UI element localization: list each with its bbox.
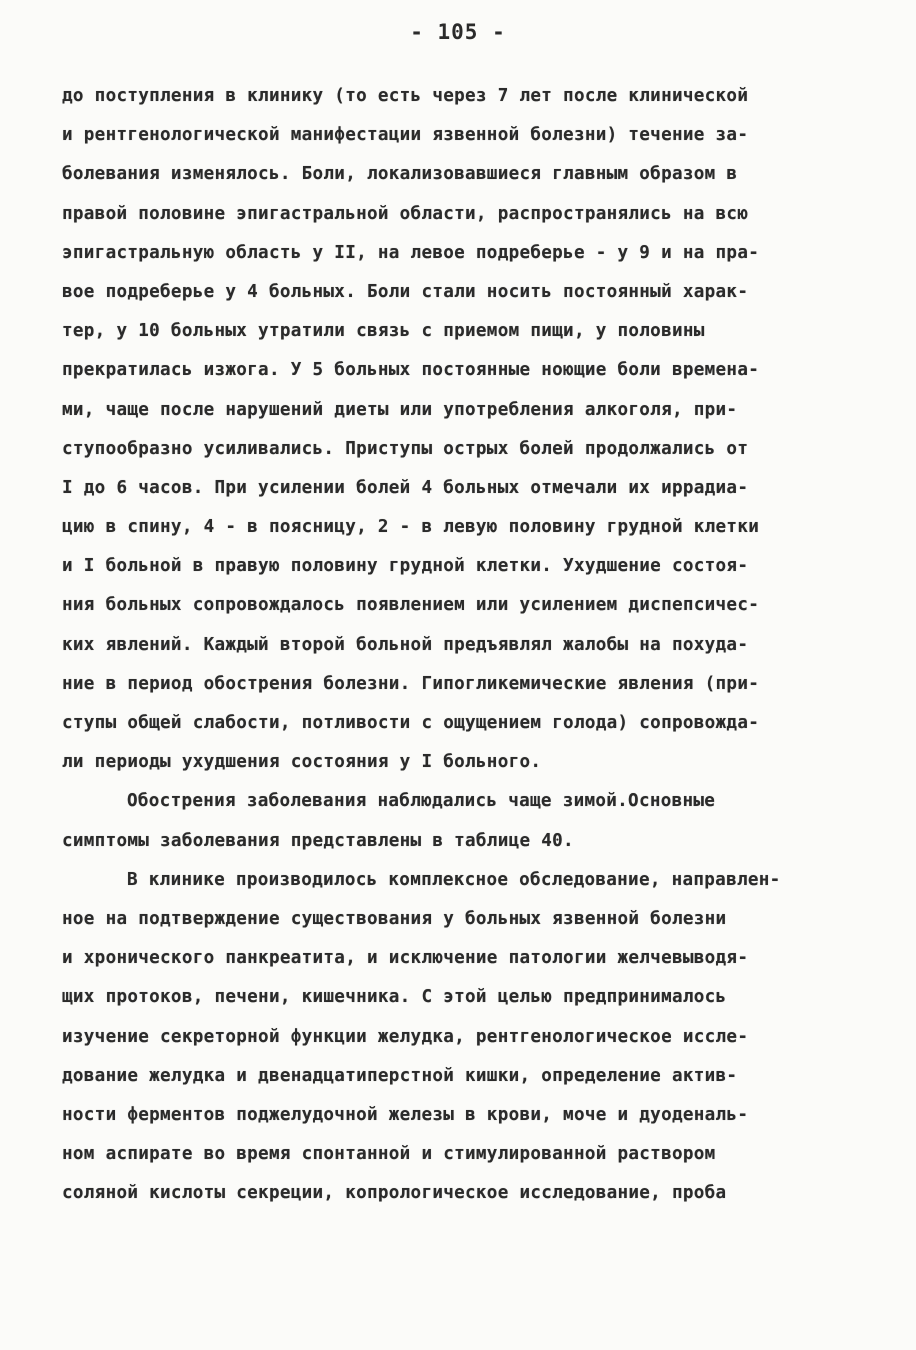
- text-line: и хронического панкреатита, и исключение патологии желчевыводя-: [62, 948, 749, 969]
- text-line: ние в период обострения болезни. Гипогликемические явления (при-: [62, 673, 760, 694]
- text-line: прекратилась изжога. У 5 больных постоянные ноющие боли времена-: [62, 360, 760, 381]
- text-line: ности ферментов поджелудочной железы в крови, моче и дуоденаль-: [62, 1104, 749, 1125]
- text-line: ступы общей слабости, потливости с ощущением голода) сопровожда-: [62, 713, 760, 733]
- text-line: Обострения заболевания наблюдались чаще зимой.Основные: [127, 791, 716, 812]
- text-line: соляной кислоты секреции, копрологическое исследование, проба: [62, 1183, 727, 1204]
- page-number: - 105 -: [410, 20, 506, 44]
- text-line: эпигастральную область у II, на левое подреберье - у 9 и на пра-: [62, 242, 760, 263]
- text-line: изучение секреторной функции желудка, рентгенологическое иссле-: [62, 1026, 749, 1047]
- text-line: В клинике производилось комплексное обследование, направлен-: [127, 869, 781, 890]
- text-line: ми, чаще после нарушений диеты или употребления алкоголя, при-: [62, 399, 738, 420]
- text-line: ли периоды ухудшения состояния у I больного.: [62, 752, 542, 773]
- text-line: правой половине эпигастральной области, распространялись на всю: [62, 203, 749, 224]
- text-line: болевания изменялось. Боли, локализовавшиеся главным образом в: [62, 164, 738, 185]
- text-line: I до 6 часов. При усилении болей 4 больных отмечали их иррадиа-: [62, 477, 749, 498]
- text-line: ния больных сопровождалось появлением или усилением диспепсичес-: [62, 595, 760, 616]
- text-line: тер, у 10 больных утратили связь с приемом пищи, у половины: [62, 321, 705, 342]
- text-line: цию в спину, 4 - в поясницу, 2 - в левую половину грудной клетки: [62, 517, 760, 538]
- text-line: ступообразно усиливались. Приступы острых болей продолжались от: [62, 438, 749, 459]
- text-line: вое подреберье у 4 больных. Боли стали носить постоянный харак-: [62, 281, 749, 302]
- text-line: дование желудка и двенадцатиперстной кишки, определение актив-: [62, 1065, 738, 1086]
- text-line: ном аспирате во время спонтанной и стимулированной раствором: [62, 1144, 716, 1165]
- text-line: симптомы заболевания представлены в таблице 40.: [62, 830, 574, 851]
- body-text: [62, 82, 862, 1218]
- text-line: ких явлений. Каждый второй больной предъявлял жалобы на похуда-: [62, 634, 749, 655]
- text-line: до поступления в клинику (то есть через 7 лет после клинической: [62, 86, 749, 106]
- text-line: щих протоков, печени, кишечника. С этой целью предпринималось: [62, 987, 727, 1008]
- text-line: и рентгенологической манифестации язвенной болезни) течение за-: [62, 125, 749, 146]
- text-line: ное на подтверждение существования у больных язвенной болезни: [62, 908, 727, 929]
- text-line: и I больной в правую половину грудной клетки. Ухудшение состоя-: [62, 556, 749, 577]
